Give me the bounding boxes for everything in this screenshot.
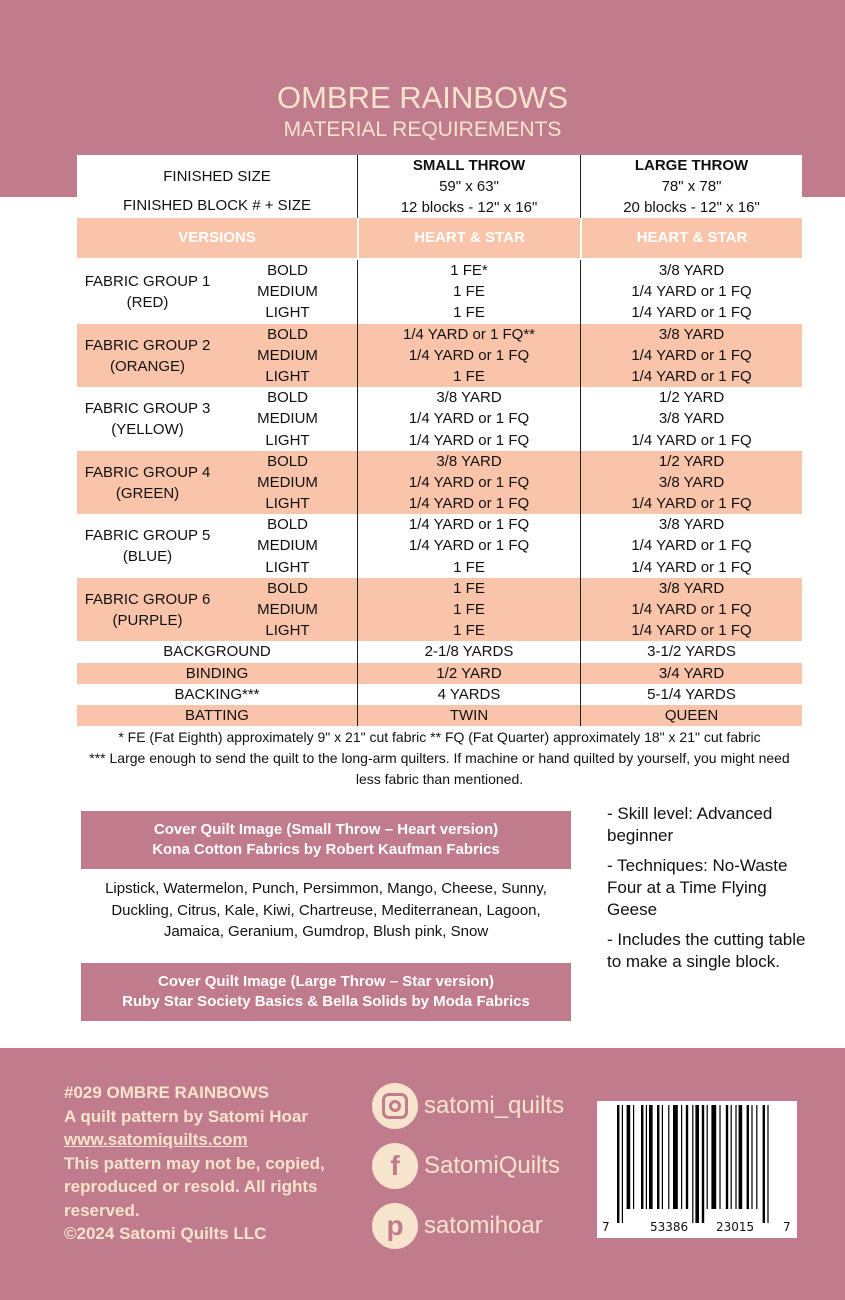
small-amount: 1 FE [357, 578, 580, 599]
small-amount: TWIN [357, 705, 580, 726]
shade-label: BOLD [267, 516, 308, 534]
group-name: FABRIC GROUP 6 [84, 590, 211, 608]
shade-label: LIGHT [265, 304, 310, 322]
small-amount: 1/4 YARD or 1 FQ [357, 514, 580, 535]
versions-label: VERSIONS [178, 229, 256, 246]
group-color: (BLUE) [122, 548, 173, 566]
small-amount: 1/4 YARD or 1 FQ [357, 408, 580, 429]
table-row-extra [77, 684, 802, 705]
large-amount: 5-1/4 YARDS [580, 684, 802, 705]
fabric-list: Lipstick, Watermelon, Punch, Persimmon, Mango, Cheese, Sunny, Duckling, Citrus, Kale, Kiwi, Chartreuse, Mediterranean, Lagoon, Jamaica, Geranium, Gumdrop, Blush pink, Snow [105, 880, 547, 940]
large-amount: 3-1/2 YARDS [580, 641, 802, 662]
large-amount: 3/8 YARD [580, 260, 802, 281]
barcode-bar [622, 1105, 623, 1223]
group-color: (ORANGE) [110, 357, 185, 375]
shade-label: MEDIUM [257, 601, 318, 618]
small-amount: 4 YARDS [357, 684, 580, 705]
barcode-bar [646, 1105, 647, 1209]
small-throw-heading: SMALL THROW [412, 157, 526, 174]
group-name: FABRIC GROUP 3 [84, 400, 211, 418]
barcode-bar [641, 1105, 643, 1209]
cover-quilt-large-box [81, 963, 571, 1021]
small-amount: 3/8 YARD [357, 387, 580, 408]
barcode-bar [633, 1105, 634, 1209]
table-row-extra [77, 705, 802, 726]
barcode-digits-right: 23015 [713, 1220, 757, 1234]
barcode-digits-left: 53386 [647, 1220, 691, 1234]
facebook-link[interactable] [372, 1143, 560, 1189]
fabric-group-5 [77, 514, 802, 578]
backing-note: *** Large enough to send the quilt to the long-arm quilters. If machine or hand quilted by yourself, you might need less fabric than mentioned. [89, 750, 790, 787]
barcode-bar [711, 1105, 716, 1209]
cover1-line2: Kona Cotton Fabrics by Robert Kaufman Fabrics [152, 841, 500, 858]
barcode-bar [726, 1105, 728, 1209]
small-amount: 1/4 YARD or 1 FQ [357, 535, 580, 556]
shade-label: LIGHT [265, 622, 310, 640]
group-color: (PURPLE) [112, 611, 183, 629]
facebook-icon: f [372, 1143, 418, 1189]
small-amount: 1 FE [357, 620, 580, 641]
barcode-bar [739, 1105, 743, 1209]
small-amount: 1/2 YARD [357, 663, 580, 684]
large-throw-blocks: 20 blocks - 12" x 16" [623, 199, 760, 216]
author-line: A quilt pattern by Satomi Hoar [64, 1106, 309, 1126]
group-name: FABRIC GROUP 2 [84, 336, 211, 354]
barcode-bar [735, 1105, 736, 1209]
large-amount: 3/4 YARD [580, 663, 802, 684]
barcode-bar [767, 1105, 768, 1223]
rights-text: This pattern may not be, copied, reproduced or resold. All rights reserved. [64, 1153, 325, 1220]
group-color: (RED) [126, 294, 169, 311]
large-amount: 1/4 YARD or 1 FQ [580, 302, 802, 323]
large-amount: 1/4 YARD or 1 FQ [580, 620, 802, 641]
small-amount: 1 FE [357, 366, 580, 387]
page-subtitle: MATERIAL REQUIREMENTS [283, 118, 562, 141]
barcode-bar [673, 1105, 678, 1209]
barcode-bar [763, 1105, 765, 1223]
large-amount: 1/4 YARD or 1 FQ [580, 599, 802, 620]
large-amount: 1/4 YARD or 1 FQ [580, 366, 802, 387]
small-amount: 1/4 YARD or 1 FQ [357, 493, 580, 514]
shade-label: BOLD [267, 262, 308, 279]
small-amount: 1/4 YARD or 1 FQ [357, 472, 580, 493]
includes: - Includes the cutting table to make a single block. [607, 930, 806, 971]
small-amount: 2-1/8 YARDS [357, 641, 580, 662]
barcode-bar [627, 1105, 631, 1209]
large-amount: 1/4 YARD or 1 FQ [580, 281, 802, 302]
small-amount: 1/4 YARD or 1 FQ [357, 430, 580, 451]
pattern-info [607, 803, 807, 981]
item-label: BATTING [185, 706, 249, 724]
barcode [597, 1101, 797, 1238]
shade-label: MEDIUM [257, 346, 318, 364]
finished-size-label: FINISHED SIZE [163, 168, 271, 185]
barcode-bar [657, 1105, 659, 1209]
large-amount: 1/4 YARD or 1 FQ [580, 430, 802, 451]
shade-label: BOLD [267, 325, 308, 343]
large-version: HEART & STAR [580, 218, 802, 258]
small-amount: 1/4 YARD or 1 FQ** [357, 324, 580, 345]
barcode-bar [747, 1105, 749, 1209]
shade-label: LIGHT [265, 431, 310, 449]
pinterest-handle: satomihoar [424, 1212, 543, 1239]
material-table [77, 155, 802, 726]
barcode-bar [707, 1105, 708, 1209]
barcode-bar [756, 1105, 757, 1209]
group-name: FABRIC GROUP 1 [84, 273, 211, 290]
cover2-line2: Ruby Star Society Basics & Bella Solids by Moda Fabrics [122, 993, 530, 1010]
barcode-bar [686, 1105, 688, 1209]
small-version: HEART & STAR [357, 218, 580, 258]
shade-label: LIGHT [265, 367, 310, 385]
shade-label: BOLD [267, 389, 308, 407]
large-amount: 1/4 YARD or 1 FQ [580, 345, 802, 366]
barcode-digit-start: 7 [602, 1220, 610, 1234]
barcode-digit-end: 7 [783, 1220, 791, 1234]
large-amount: QUEEN [580, 705, 802, 726]
barcode-bar [719, 1105, 720, 1209]
shade-label: MEDIUM [257, 537, 318, 555]
facebook-handle: SatomiQuilts [424, 1152, 561, 1179]
item-label: BACKING*** [174, 685, 260, 703]
small-amount: 1 FE [357, 281, 580, 302]
shade-label: LIGHT [265, 495, 310, 513]
barcode-bar [649, 1105, 653, 1209]
barcode-bar [751, 1105, 752, 1209]
large-amount: 3/8 YARD [580, 514, 802, 535]
small-amount: 3/8 YARD [357, 451, 580, 472]
skill-level: - Skill level: Advanced beginner [607, 804, 773, 845]
barcode-bar [695, 1105, 699, 1223]
shade-label: MEDIUM [257, 283, 318, 301]
pinterest-link[interactable] [372, 1203, 543, 1249]
barcode-bar [662, 1105, 663, 1209]
footnotes [77, 727, 802, 790]
versions-row [77, 218, 802, 258]
small-amount: 1/4 YARD or 1 FQ [357, 345, 580, 366]
barcode-bar [668, 1105, 669, 1209]
large-amount: 3/8 YARD [580, 472, 802, 493]
small-throw-blocks: 12 blocks - 12" x 16" [400, 199, 538, 216]
group-color: (GREEN) [115, 484, 180, 502]
item-label: BACKGROUND [163, 643, 271, 661]
footer-info [64, 1081, 374, 1246]
table-row-extra [77, 663, 802, 684]
group-name: FABRIC GROUP 5 [84, 527, 211, 545]
small-amount: 1 FE [357, 557, 580, 578]
pinterest-icon: p [372, 1203, 418, 1249]
barcode-bar [731, 1105, 732, 1209]
large-amount: 1/2 YARD [580, 387, 802, 408]
cover2-line1: Cover Quilt Image (Large Throw – Star version) [158, 973, 494, 990]
large-amount: 3/8 YARD [580, 408, 802, 429]
shade-label: MEDIUM [257, 473, 318, 491]
large-amount: 1/4 YARD or 1 FQ [580, 493, 802, 514]
item-label: BINDING [185, 664, 249, 682]
fabric-group-1 [77, 260, 802, 324]
small-amount: 1 FE [357, 599, 580, 620]
pattern-number: #029 OMBRE RAINBOWS [64, 1083, 269, 1102]
shade-label: MEDIUM [257, 410, 318, 428]
table-row-extra [77, 641, 802, 662]
instagram-icon [372, 1083, 418, 1129]
fabric-group-3 [77, 387, 802, 451]
large-amount: 1/2 YARD [580, 451, 802, 472]
fabric-group-4 [77, 451, 802, 515]
barcode-bar [702, 1105, 704, 1223]
large-throw-heading: LARGE THROW [634, 157, 749, 174]
barcode-bar [692, 1105, 693, 1223]
large-amount: 1/4 YARD or 1 FQ [580, 535, 802, 556]
fe-fq-note: * FE (Fat Eighth) approximately 9" x 21" cut fabric ** FQ (Fat Quarter) approximately 18" x 21" cut fabric [118, 729, 761, 745]
large-throw-size: 78" x 78" [661, 178, 722, 195]
barcode-bar [681, 1105, 682, 1209]
large-amount: 3/8 YARD [580, 578, 802, 599]
large-amount: 1/4 YARD or 1 FQ [580, 557, 802, 578]
barcode-bars [617, 1105, 797, 1223]
small-amount: 1 FE* [357, 260, 580, 281]
barcode-bar [617, 1105, 619, 1223]
group-name: FABRIC GROUP 4 [84, 463, 211, 481]
website-link[interactable]: www.satomiquilts.com [64, 1130, 248, 1149]
cover-quilt-small-box [81, 811, 571, 869]
large-amount: 3/8 YARD [580, 324, 802, 345]
finished-block-label: FINISHED BLOCK # + SIZE [123, 197, 311, 214]
fabric-group-6 [77, 578, 802, 642]
copyright: ©2024 Satomi Quilts LLC [64, 1224, 267, 1243]
instagram-link[interactable] [372, 1083, 564, 1129]
shade-label: LIGHT [265, 558, 310, 576]
group-color: (YELLOW) [111, 421, 184, 439]
cover1-line1: Cover Quilt Image (Small Throw – Heart version) [153, 821, 499, 838]
shade-label: BOLD [267, 452, 308, 470]
techniques: - Techniques: No-Waste Four at a Time Flying Geese [607, 856, 788, 919]
table-header [77, 155, 802, 218]
small-throw-size: 59" x 63" [439, 178, 499, 195]
small-amount: 1 FE [357, 302, 580, 323]
page-title: OMBRE RAINBOWS [276, 80, 569, 115]
instagram-handle: satomi_quilts [424, 1092, 565, 1119]
fabric-group-2 [77, 324, 802, 388]
shade-label: BOLD [267, 579, 308, 597]
